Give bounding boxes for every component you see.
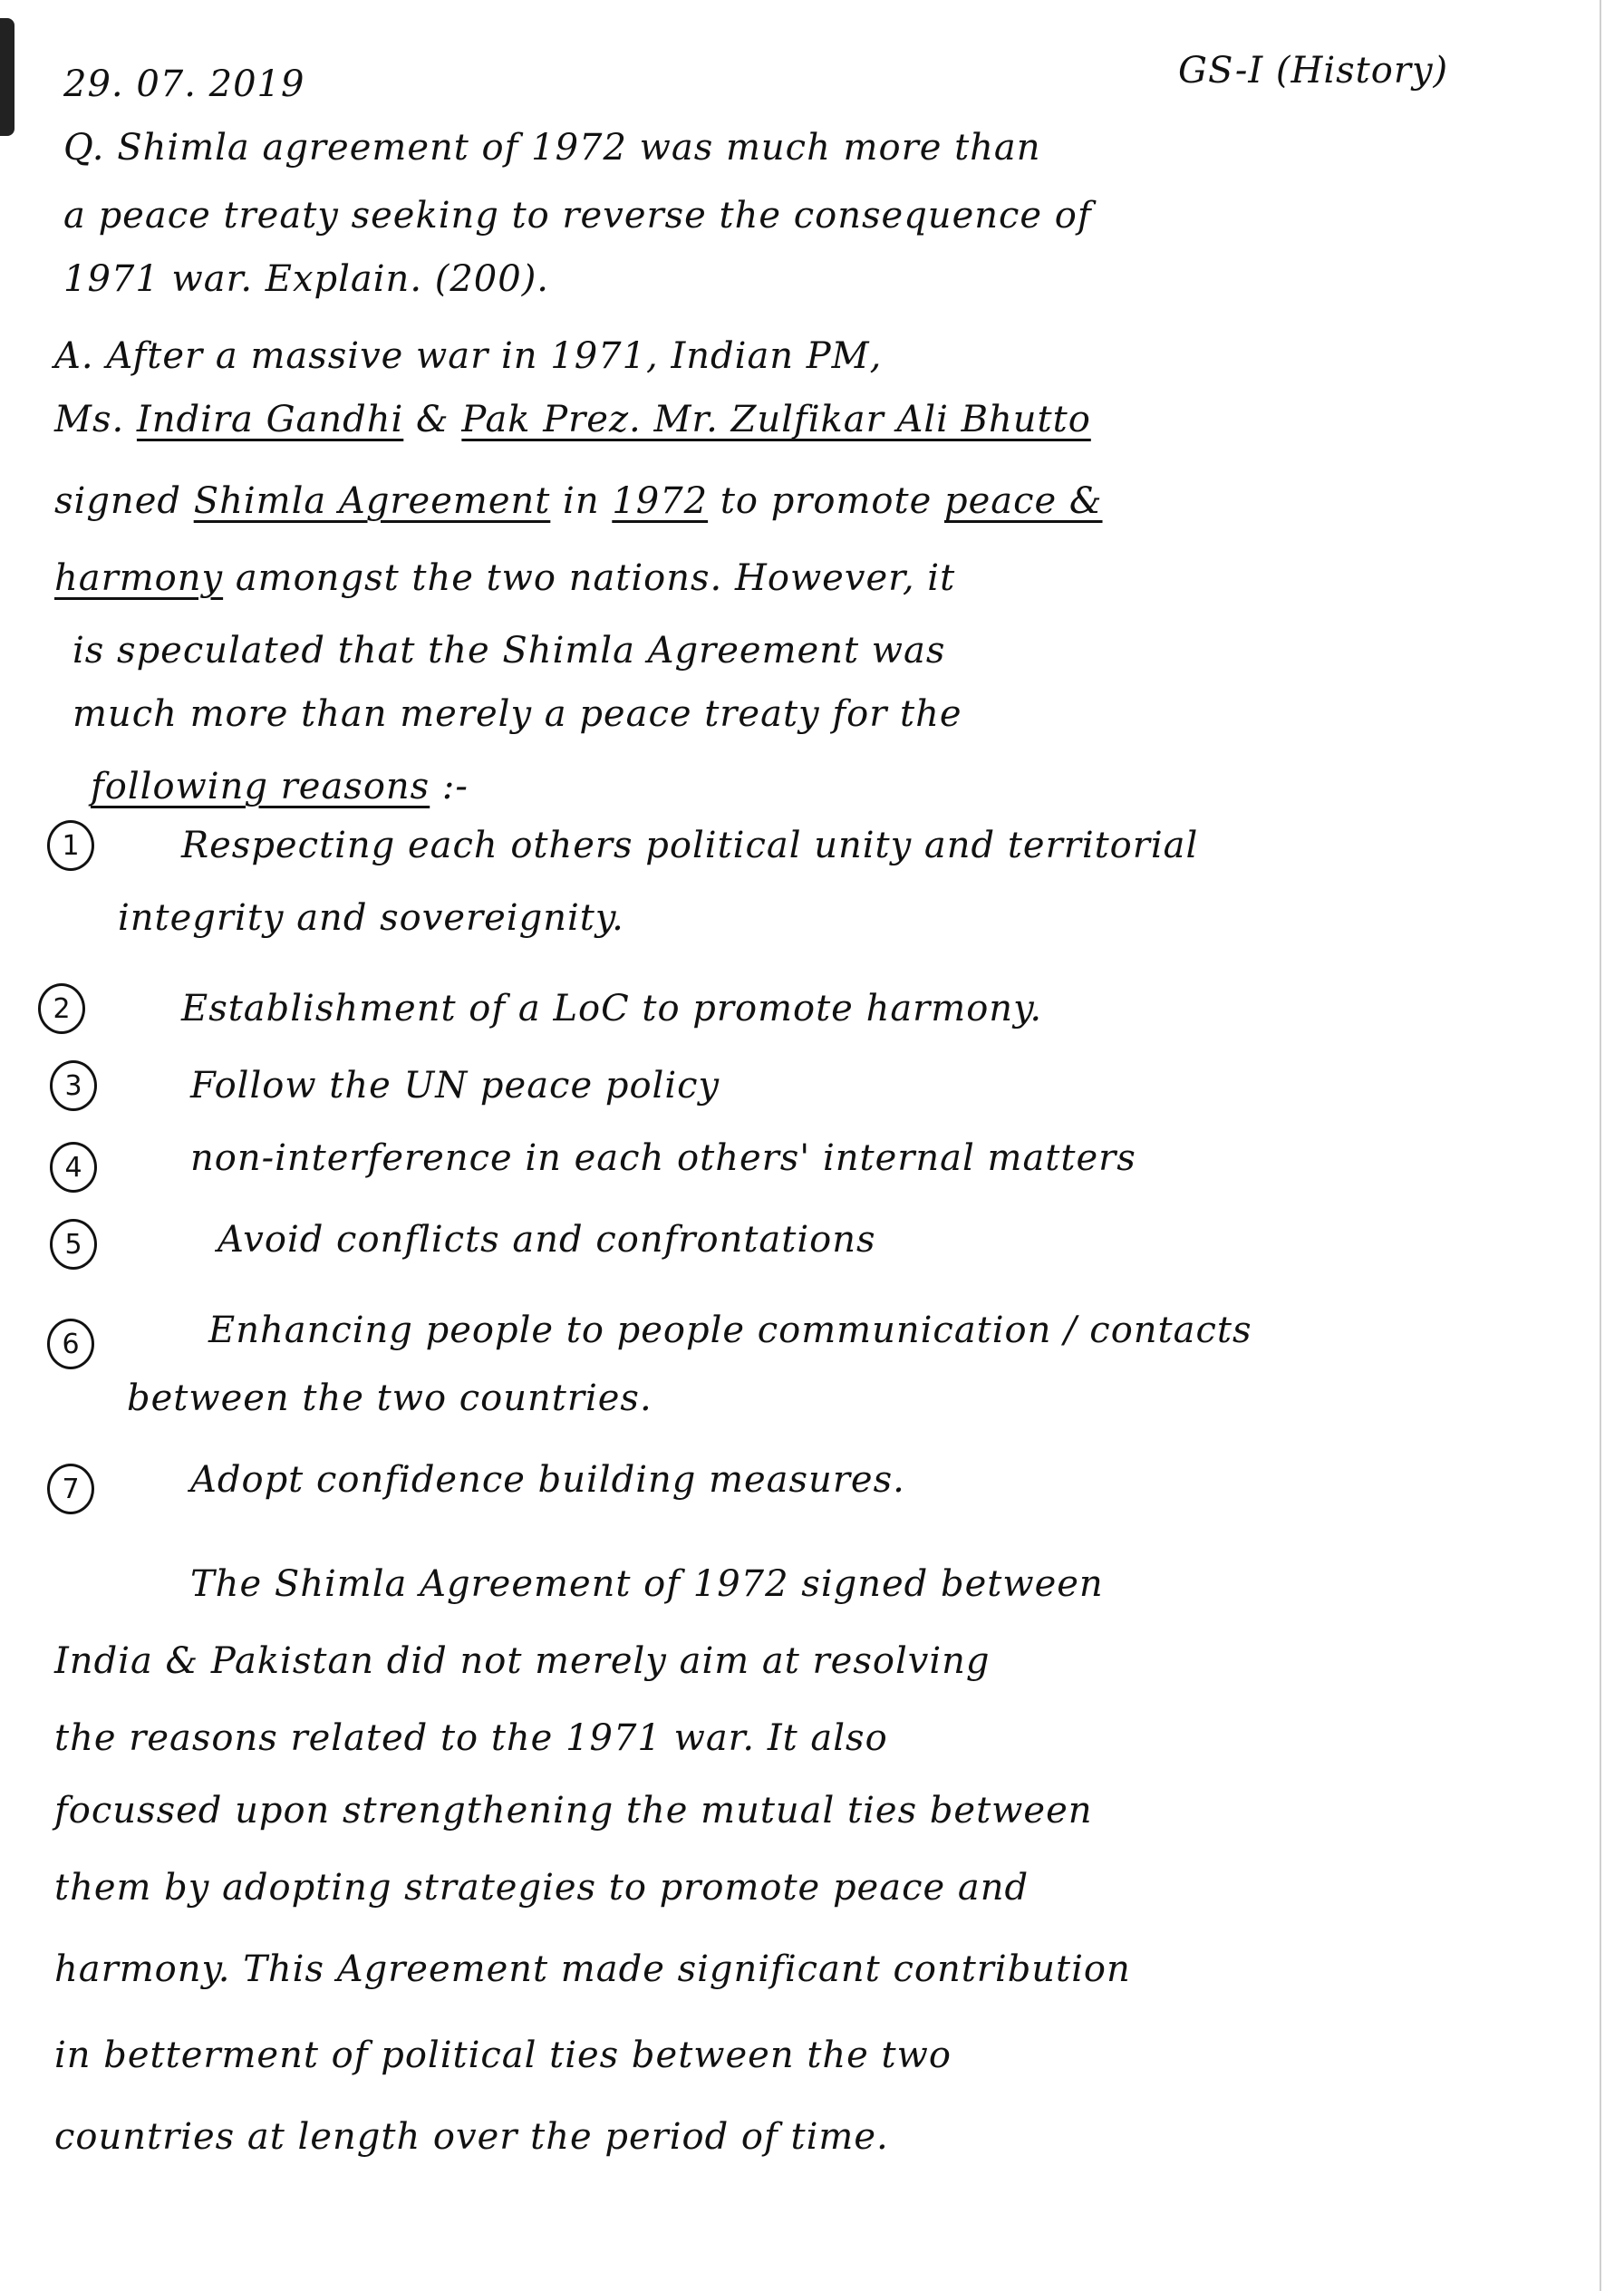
- point-7-line-1: Adopt confidence building measures.: [190, 1459, 905, 1501]
- conclusion-line-4: focussed upon strengthening the mutual ties between: [54, 1790, 1093, 1832]
- conclusion-line-3: the reasons related to the 1971 war. It also: [54, 1717, 888, 1759]
- answer-line-2: Ms. Indira Gandhi & Pak Prez. Mr. Zulfikar Ali Bhutto: [54, 399, 1091, 440]
- point-6-line-2: between the two countries.: [127, 1378, 652, 1419]
- question-line-3: 1971 war. Explain. (200).: [63, 258, 550, 300]
- answer-line-7: following reasons :-: [91, 766, 469, 807]
- point-5-line-1: Avoid conflicts and confrontations: [218, 1219, 876, 1261]
- conclusion-line-1: The Shimla Agreement of 1972 signed between: [190, 1563, 1104, 1605]
- date: 29. 07. 2019: [63, 63, 305, 105]
- binder-edge: [0, 18, 14, 136]
- conclusion-line-8: countries at length over the period of time.: [54, 2116, 889, 2158]
- point-number-5: 5: [50, 1219, 97, 1270]
- question-line-2: a peace treaty seeking to reverse the consequence of: [63, 195, 1092, 237]
- point-6-line-1: Enhancing people to people communication / contacts: [208, 1310, 1252, 1351]
- point-3-line-1: Follow the UN peace policy: [190, 1065, 720, 1107]
- answer-line-4: harmony amongst the two nations. However, it: [54, 557, 956, 599]
- conclusion-line-6: harmony. This Agreement made significant contribution: [54, 1948, 1131, 1990]
- point-number-7: 7: [47, 1464, 94, 1514]
- point-2-line-1: Establishment of a LoC to promote harmony.: [181, 988, 1043, 1030]
- point-1-line-2: integrity and sovereignity.: [118, 897, 624, 939]
- point-number-3: 3: [50, 1060, 97, 1111]
- point-number-4: 4: [50, 1142, 97, 1193]
- question-line-1: Q. Shimla agreement of 1972 was much more than: [63, 127, 1041, 169]
- paper-label: GS-I (History): [1178, 50, 1449, 92]
- point-1-line-1: Respecting each others political unity and territorial: [181, 825, 1199, 866]
- answer-line-5: is speculated that the Shimla Agreement was: [72, 630, 946, 672]
- answer-line-6: much more than merely a peace treaty for the: [72, 693, 962, 735]
- point-number-2: 2: [38, 983, 85, 1034]
- point-4-line-1: non-interference in each others' internal matters: [190, 1137, 1136, 1179]
- answer-line-3: signed Shimla Agreement in 1972 to promote peace &: [54, 480, 1103, 522]
- answer-line-1: A. After a massive war in 1971, Indian PM,: [54, 335, 883, 377]
- conclusion-line-5: them by adopting strategies to promote peace and: [54, 1867, 1030, 1909]
- point-number-6: 6: [47, 1319, 94, 1369]
- margin-line: [1600, 0, 1601, 2291]
- conclusion-line-2: India & Pakistan did not merely aim at resolving: [54, 1640, 991, 1682]
- conclusion-line-7: in betterment of political ties between the two: [54, 2035, 952, 2076]
- point-number-1: 1: [47, 820, 94, 871]
